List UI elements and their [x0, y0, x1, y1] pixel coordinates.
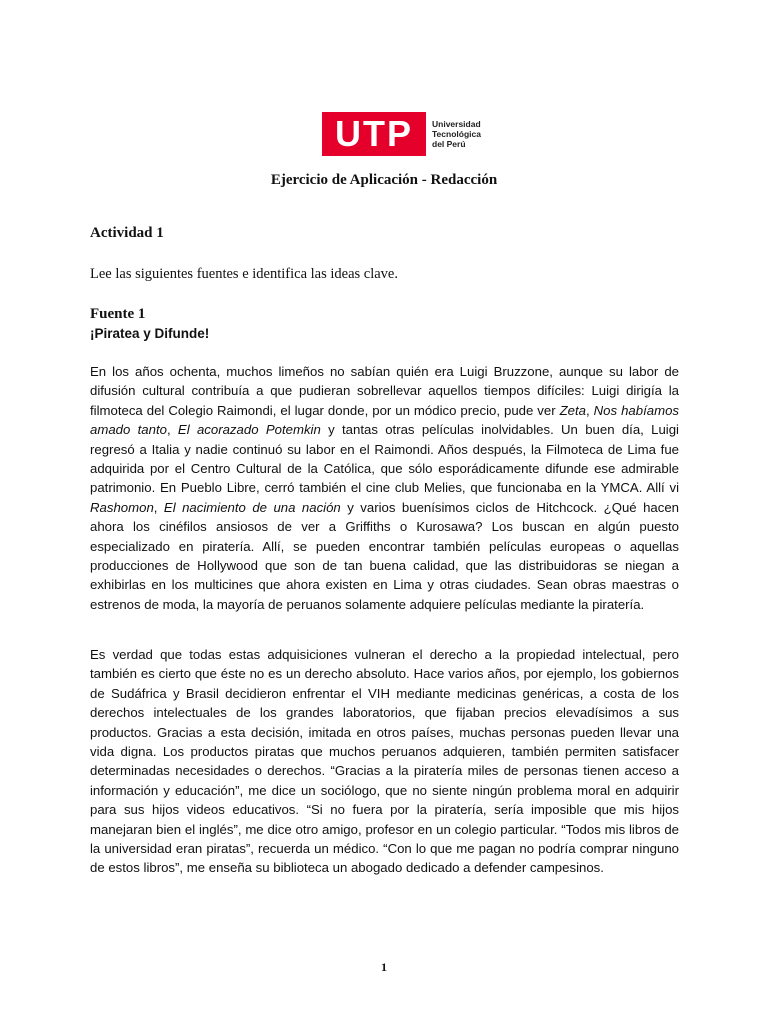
- p1-film-zeta: Zeta: [559, 402, 586, 418]
- utp-logo-letters: UTP: [335, 113, 413, 154]
- logo-line-2: Tecnológica: [432, 129, 481, 139]
- p1-film-nos-habiamos: Nos habíamos amado tanto: [90, 402, 680, 438]
- utp-logo-wordmark: [432, 119, 481, 149]
- logo-line-1: Universidad: [432, 119, 481, 129]
- p1-text-6: y varios buenísimos ciclos de Hitchcock. ¿Qué hacen ahora los cinéfilos ansiosos de ver a Griffiths o Kurosawa? Los buscan en algún puesto especializado en piratería. Allí, se pueden encontrar también películas europeas o aquellas producciones de Hollywood que son de tan buena calidad, que las distribuidoras se niegan a exhibirlas en los multicines que ahora existen en Lima y otras ciudades. Sean obras maestras o estrenos de moda, la mayoría de peruanos solamente adquiere películas mediante la piratería.: [90, 499, 680, 612]
- p1-film-potemkin: El acorazado Potemkin: [177, 422, 321, 438]
- article-title: ¡Piratea y Difunde!: [90, 326, 210, 341]
- p1-film-rashomon: Rashomon: [90, 499, 154, 515]
- logo-line-3: del Perú: [432, 139, 466, 149]
- page-number: 1: [381, 960, 387, 974]
- instruction-text: Lee las siguientes fuentes e identifica las ideas clave.: [90, 266, 398, 282]
- utp-logo-mark: [322, 112, 426, 156]
- p1-text-5: ,: [153, 499, 164, 515]
- document-title: Ejercicio de Aplicación - Redacción: [270, 172, 498, 188]
- utp-logo: [322, 112, 481, 156]
- p1-film-nacimiento: El nacimiento de una nación: [163, 499, 341, 515]
- source-label: Fuente 1: [90, 306, 146, 322]
- p1-text-3: ,: [166, 422, 178, 438]
- p1-text-2: ,: [586, 402, 594, 418]
- paragraph-1: [90, 362, 679, 614]
- activity-heading: Actividad 1: [90, 225, 164, 241]
- p1-text-4: y tantas otras películas inolvidables. Un buen día, Luigi regresó a Italia y nadie continuó su labor en el Raimondi. Años después, la Filmoteca de Lima fue adquirida por el Centro Cultural de la Católica, que sólo esporádicamente difunde ese admirable patrimonio. En Pueblo Libre, cerró también el cine club Melies, que funcionaba en la YMCA. Allí vi: [90, 422, 679, 496]
- p1-text-1: En los años ochenta, muchos limeños no sabían quién era Luigi Bruzzone, aunque su labor de difusión cultural contribuía a que pudieran sobrellevar aquellos tiempos difíciles: Luigi dirigía la filmoteca del Colegio Raimondi, el lugar donde, por un módico precio, pude ver: [90, 364, 679, 418]
- paragraph-2: Es verdad que todas estas adquisiciones vulneran el derecho a la propiedad intelectual, pero también es cierto que éste no es un derecho absoluto. Hace varios años, por ejemplo, los gobiernos de Sudáfrica y Brasil decidieron enfrentar el VIH mediante medicinas genéricas, a costa de los derechos intelectuales de los grandes laboratorios, que fijaban precios elevadísimos a sus productos. Gracias a esta decisión, imitada en otros países, muchas personas pueden llevar una vida digna. Los productos piratas que muchos peruanos adquieren, también permiten satisfacer determinadas necesidades o derechos. “Gracias a la piratería miles de personas tienen acceso a información y educación”, me dice un sociólogo, que no siente ningún problema moral en adquirir para sus hijos videos educativos. “Si no fuera por la piratería, sería imposible que mis hijos manejaran bien el inglés”, me dice otro amigo, profesor en un colegio particular. “Todos mis libros de la universidad eran piratas”, recuerda un médico. “Con lo que me pagan no podría comprar ninguno de estos libros”, me enseña su biblioteca un abogado dedicado a defender campesinos.: [90, 647, 679, 876]
